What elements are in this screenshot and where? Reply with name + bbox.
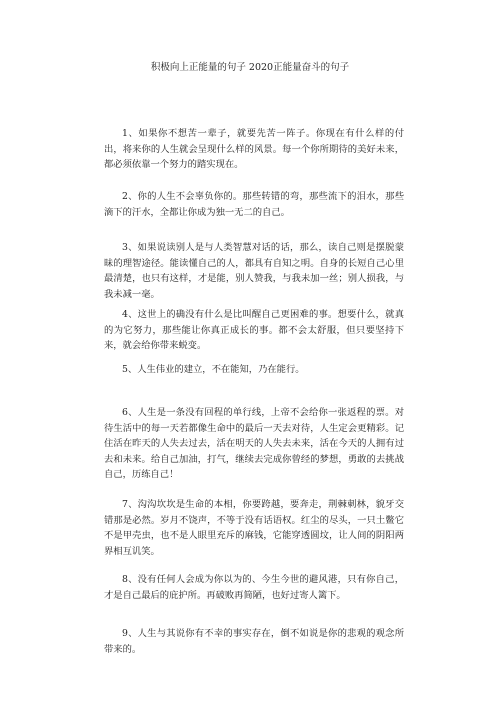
paragraph-text: 9、人生与其说你有不幸的事实存在，倒不如说是你的悲观的观念所带来的。 (104, 628, 404, 655)
paragraph-text: 6、人生是一条没有回程的单行线，上帝不会给你一张返程的票。对待生活中的每一天若都像生命中的最后一天去对待，人生定会更精彩。记住活在昨天的人失去过去，活在明天的人失去未来，活在今天的人拥有过去和未来。给自己加油，打气，继续去完成你曾经的梦想，勇敢的去挑战自己，历练自己！ (104, 407, 404, 480)
paragraph-text: 3、如果说读别人是与人类智慧对话的话，那么，读自己则是摆脱蒙昧的理智途径。能读懂自己的人，都具有自知之明。自身的长短自己心里最清楚，也只有这样，才是能，别人赞我，与我未加一丝；别人损我，与我未减一毫。 (104, 242, 404, 300)
paragraph-text: 1、如果你不想苦一辈子，就要先苦一阵子。你现在有什么样的付出，将来你的人生就会呈现什么样的风景。每一个你所期待的美好未来，都必须依靠一个努力的踏实现在。 (104, 128, 404, 170)
paragraph-text: 5、人生伟业的建立，不在能知，乃在能行。 (122, 364, 305, 375)
paragraph-7 (104, 497, 404, 559)
paragraph-6 (104, 405, 404, 483)
paragraph-2 (104, 189, 404, 220)
paragraph-text: 8、没有任何人会成为你以为的、今生今世的避风港，只有你自己，才是自己最后的庇护所。再破败再简陋，也好过寄人篱下。 (104, 574, 404, 601)
paragraph-text: 7、沟沟坎坎是生命的本相，你要跨越，要奔走，荆棘刺林，貌牙交错那是必然。岁月不饶声，不等于没有话语权。红尘的尽头，一只土鳖它不是甲壳虫，也不是人眼里充斥的麻钱，它能穿透圆坟，让人间的阴阳两界相互讥笑。 (104, 499, 404, 557)
document-title: 积极向上正能量的句子 2020正能量奋斗的句子 (150, 62, 350, 73)
paragraph-text: 2、你的人生不会辜负你的。那些转错的弯，那些流下的泪水，那些滴下的汗水，全都让你成为独一无二的自己。 (104, 191, 404, 218)
paragraph-3 (104, 240, 404, 302)
paragraph-1 (104, 126, 404, 173)
paragraph-5 (104, 362, 404, 378)
paragraph-text: 4、这世上的确没有什么是比叫醒自己更困难的事。想要什么，就真的为它努力，那些能让你真正成长的事。都不会太舒服，但只要坚持下来，就会给你带来蜕变。 (104, 309, 404, 351)
paragraph-4 (104, 307, 404, 354)
paragraph-8 (104, 572, 404, 603)
paragraph-9 (104, 626, 404, 657)
